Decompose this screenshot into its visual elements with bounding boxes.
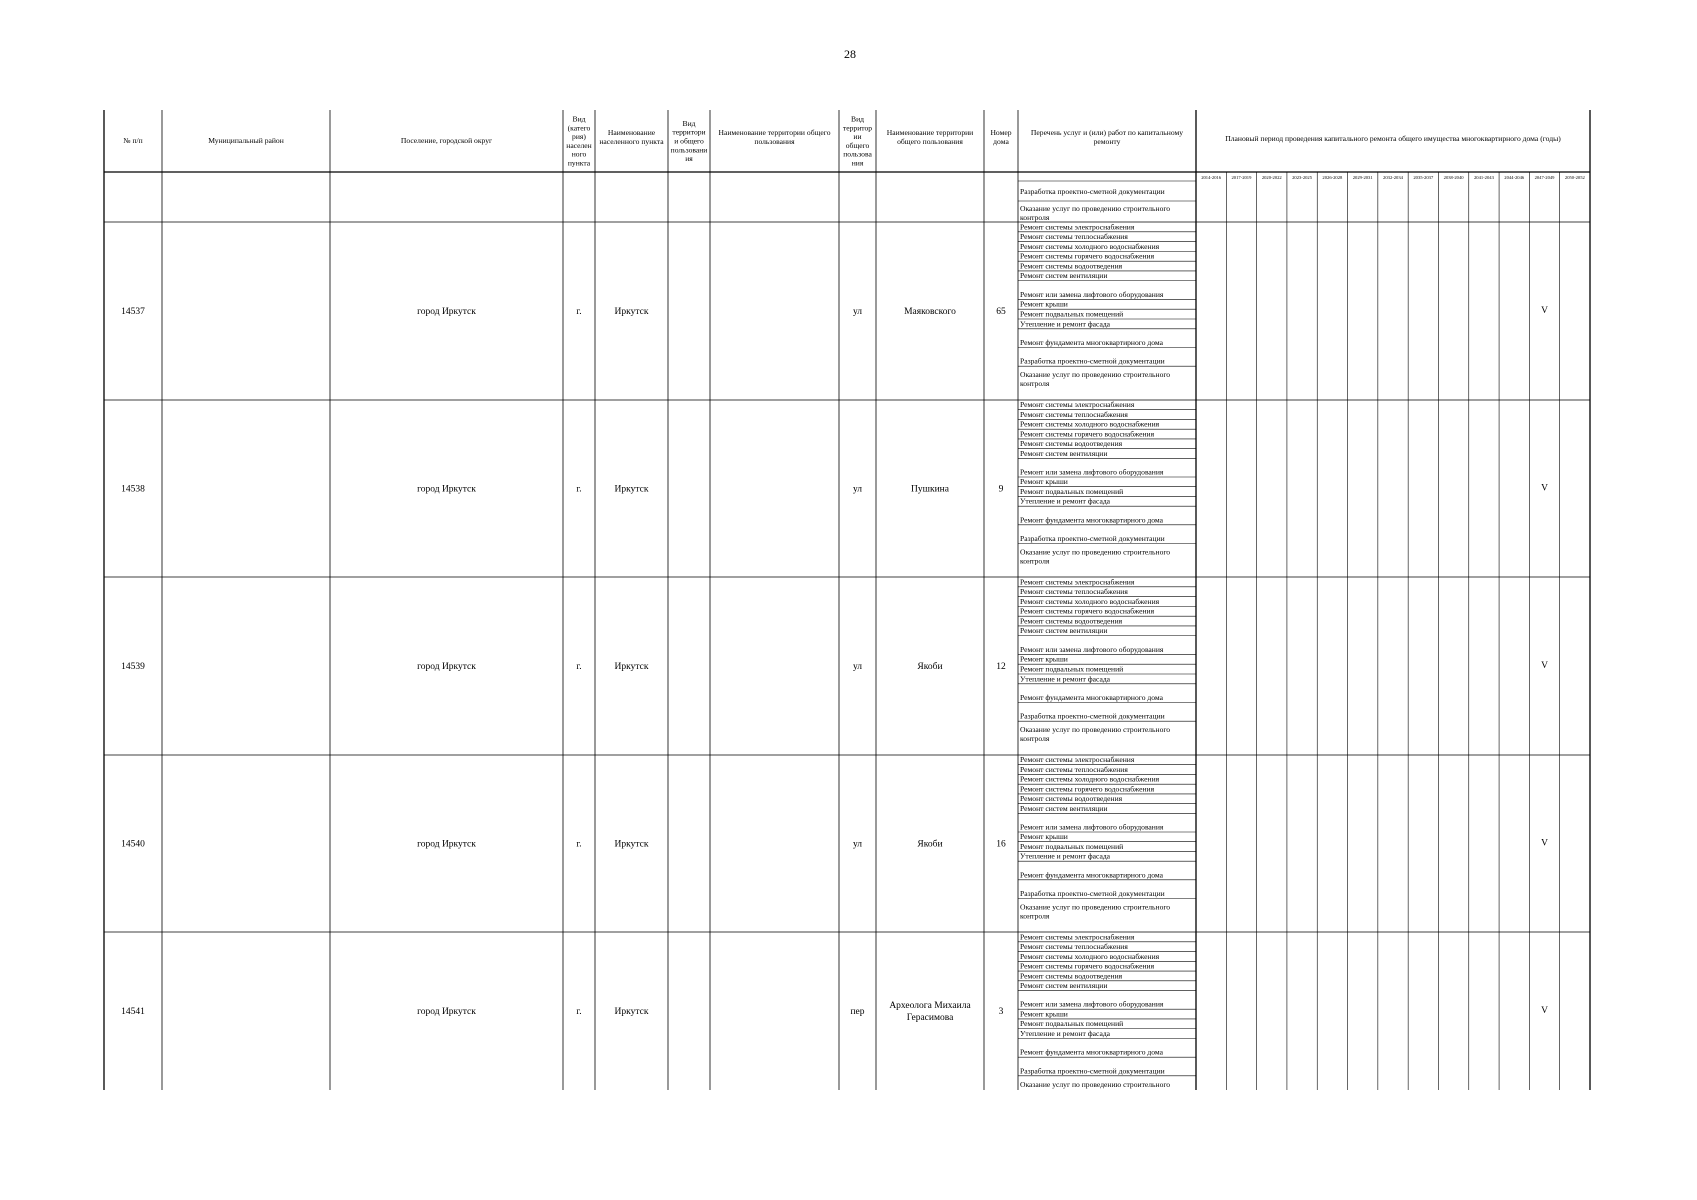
service-item: Ремонт системы водоотведения: [1020, 261, 1123, 271]
service-item: Ремонт системы горячего водоснабжения: [1020, 961, 1155, 971]
service-item: Ремонт системы холодного водоснабжения: [1020, 596, 1160, 606]
service-item: контроля: [1020, 213, 1050, 222]
service-item: Ремонт системы теплоснабжения: [1020, 232, 1128, 242]
service-item: Ремонт системы теплоснабжения: [1020, 764, 1128, 774]
header-period: Плановый период проведения капитального ремонта общего имущества многоквартирного дома (годы): [1225, 134, 1561, 143]
service-item: Ремонт системы водоотведения: [1020, 971, 1123, 981]
row-area-type: ул: [852, 307, 863, 317]
service-item: Ремонт крыши: [1020, 477, 1068, 487]
service-item: Разработка проектно-сметной документации: [1020, 533, 1165, 543]
service-item: Ремонт подвальных помещений: [1020, 1019, 1124, 1029]
service-item: Оказание услуг по проведению строительного: [1020, 1079, 1171, 1089]
header-locality-type: рия): [572, 132, 586, 142]
header-locality-type: пункта: [567, 158, 591, 168]
service-item: Ремонт системы электроснабжения: [1020, 400, 1135, 410]
service-item: Ремонт системы теплоснабжения: [1020, 587, 1128, 597]
service-item: Ремонт подвальных помещений: [1020, 486, 1124, 496]
row-house: 9: [998, 484, 1004, 495]
header-services: Перечень услуг и (или) работ по капитальному: [1030, 128, 1184, 138]
service-item: Утепление и ремонт фасада: [1020, 674, 1111, 684]
service-item: Ремонт подвальных помещений: [1020, 841, 1124, 851]
service-item: Ремонт системы электроснабжения: [1020, 755, 1135, 765]
header-locality-name: Наименование: [607, 128, 656, 138]
row-number: 14539: [121, 662, 145, 672]
schedule-mark: V: [1541, 838, 1548, 849]
service-item: Ремонт системы теплоснабжения: [1020, 942, 1128, 952]
year-label: 2032-2034: [1383, 175, 1403, 180]
service-item: Оказание услуг по проведению строительного: [1020, 902, 1171, 912]
row-number: 14537: [121, 307, 145, 317]
row-area-name: Маяковского: [904, 307, 956, 317]
service-item: Ремонт системы электроснабжения: [1020, 577, 1135, 587]
row-locality-type: г.: [576, 307, 582, 317]
header-area-type-2: Вид: [851, 114, 864, 124]
row-locality: Иркутск: [614, 1007, 649, 1017]
header-area-type: территори: [672, 127, 706, 137]
service-item: Ремонт крыши: [1020, 654, 1068, 664]
header-house: дома: [993, 136, 1009, 146]
capital-repair-table: [104, 110, 1590, 1090]
service-item: Ремонт системы холодного водоснабжения: [1020, 419, 1160, 429]
service-item: Ремонт системы водоотведения: [1020, 794, 1123, 804]
header-locality-type: населен: [566, 140, 592, 150]
service-item: Разработка проектно-сметной документации: [1020, 187, 1165, 196]
row-locality: Иркутск: [614, 307, 649, 317]
row-house: 3: [998, 1007, 1004, 1017]
row-locality: Иркутск: [614, 839, 649, 850]
service-item: Ремонт подвальных помещений: [1020, 309, 1124, 319]
service-item: Оказание услуг по проведению строительного: [1020, 725, 1171, 735]
year-label: 2047-2049: [1534, 175, 1555, 180]
schedule-mark: V: [1541, 661, 1548, 671]
service-item: контроля: [1020, 556, 1050, 566]
row-locality-type: г.: [576, 662, 582, 672]
year-label: 2035-2037: [1413, 175, 1434, 180]
service-item: Разработка проектно-сметной документации: [1020, 888, 1165, 898]
row-settlement: город Иркутск: [417, 1007, 476, 1017]
row-locality-type: г.: [576, 839, 582, 850]
service-item: Ремонт системы горячего водоснабжения: [1020, 606, 1155, 616]
service-item: Ремонт подвальных помещений: [1020, 664, 1124, 674]
row-number: 14541: [121, 1007, 145, 1017]
header-area-type-2: территор: [842, 123, 873, 133]
year-label: 2026-2028: [1322, 175, 1343, 180]
row-locality: Иркутск: [614, 662, 649, 672]
row-settlement: город Иркутск: [417, 662, 476, 672]
row-settlement: город Иркутск: [417, 307, 476, 317]
service-item: Ремонт системы водоотведения: [1020, 439, 1123, 449]
row-area-type: ул: [852, 662, 863, 672]
service-item: Ремонт систем вентиляции: [1020, 271, 1108, 281]
service-item: контроля: [1020, 734, 1050, 744]
year-label: 2017-2019: [1231, 175, 1252, 180]
service-item: Ремонт крыши: [1020, 832, 1068, 842]
year-label: 2020-2022: [1261, 175, 1282, 180]
row-locality-type: г.: [576, 484, 582, 495]
header-locality-name: населенного пункта: [599, 136, 664, 146]
service-item: Ремонт системы горячего водоснабжения: [1020, 429, 1155, 439]
service-item: Ремонт крыши: [1020, 1009, 1068, 1019]
header-area-type-2: пользова: [843, 149, 872, 159]
year-label: 2023-2025: [1292, 175, 1313, 180]
row-number: 14540: [121, 839, 145, 850]
service-item: Ремонт фундамента многоквартирного дома: [1020, 515, 1164, 525]
service-item: Разработка проектно-сметной документации: [1020, 356, 1165, 366]
header-area-type: и общего: [674, 136, 704, 146]
service-item: Оказание услуг по проведению строительного: [1020, 547, 1171, 557]
header-area-name-2: Наименование территории: [886, 128, 974, 138]
row-area-type: ул: [852, 484, 863, 495]
row-house: 12: [996, 662, 1006, 672]
header-house: Номер: [990, 128, 1012, 138]
service-item: Ремонт системы теплоснабжения: [1020, 409, 1128, 419]
schedule-mark: V: [1541, 306, 1548, 316]
service-item: Ремонт системы горячего водоснабжения: [1020, 784, 1155, 794]
schedule-mark: V: [1541, 483, 1548, 494]
header-area-type-2: общего: [845, 140, 870, 150]
header-area-type-2: ии: [853, 132, 862, 142]
page-number: 28: [844, 47, 856, 61]
service-item: Ремонт системы холодного водоснабжения: [1020, 241, 1160, 251]
service-item: Утепление и ремонт фасада: [1020, 496, 1111, 506]
header-settlement: Поселение, городской округ: [400, 136, 493, 145]
row-area-type: пер: [850, 1007, 865, 1017]
service-item: Ремонт системы водоотведения: [1020, 616, 1123, 626]
row-settlement: город Иркутск: [417, 484, 476, 495]
service-item: Ремонт систем вентиляции: [1020, 981, 1108, 991]
service-item: Оказание услуг по проведению строительного: [1020, 370, 1171, 380]
service-item: Ремонт фундамента многоквартирного дома: [1020, 1047, 1164, 1057]
header-locality-type: (катего: [567, 123, 591, 133]
service-item: Ремонт системы горячего водоснабжения: [1020, 251, 1155, 261]
service-item: контроля: [1020, 911, 1050, 921]
header-area-type: Вид: [682, 118, 696, 128]
row-settlement: город Иркутск: [417, 839, 476, 850]
row-area-type: ул: [852, 839, 863, 850]
year-label: 2050-2052: [1564, 175, 1585, 180]
row-house: 65: [996, 307, 1006, 317]
row-area-name: Археолога Михаила: [889, 1001, 971, 1011]
header-area-type-2: ния: [851, 158, 864, 168]
service-item: Оказание услуг по проведению строительного: [1020, 204, 1171, 213]
year-label: 2038-2040: [1443, 175, 1464, 180]
service-item: Утепление и ремонт фасада: [1020, 1029, 1111, 1038]
header-area-name: Наименование территории общего: [718, 128, 831, 138]
row-area-name: Якоби: [917, 662, 943, 672]
service-item: Ремонт системы электроснабжения: [1020, 932, 1135, 942]
service-item: Ремонт системы холодного водоснабжения: [1020, 774, 1160, 784]
service-item: Ремонт фундамента многоквартирного дома: [1020, 870, 1164, 880]
row-area-name: Якоби: [917, 839, 943, 850]
year-label: 2044-2046: [1504, 175, 1525, 180]
header-num: № п/п: [123, 136, 143, 145]
year-label: 2029-2031: [1352, 175, 1373, 180]
service-item: Разработка проектно-сметной документации: [1020, 1066, 1165, 1076]
header-locality-type: ного: [571, 149, 587, 159]
service-item: контроля: [1020, 379, 1050, 389]
service-item: Ремонт или замена лифтового оборудования: [1020, 289, 1164, 299]
year-label: 2014-2016: [1201, 175, 1222, 180]
header-area-type: ия: [685, 154, 693, 164]
service-item: Ремонт системы холодного водоснабжения: [1020, 951, 1160, 961]
row-locality-type: г.: [576, 1007, 582, 1017]
service-item: Ремонт или замена лифтового оборудования: [1020, 999, 1164, 1009]
service-item: Ремонт систем вентиляции: [1020, 448, 1108, 458]
row-area-name: Пушкина: [911, 484, 949, 495]
header-services: ремонту: [1093, 136, 1121, 146]
service-item: Ремонт или замена лифтового оборудования: [1020, 644, 1164, 654]
service-item: Ремонт систем вентиляции: [1020, 626, 1108, 636]
header-locality-type: Вид: [572, 114, 586, 124]
schedule-mark: V: [1541, 1006, 1548, 1016]
row-area-name: Герасимова: [906, 1013, 954, 1023]
header-area-name-2: общего пользования: [897, 136, 963, 146]
service-item: Разработка проектно-сметной документации: [1020, 711, 1165, 721]
header-district: Муниципальный район: [208, 136, 284, 145]
service-item: Утепление и ремонт фасада: [1020, 319, 1111, 329]
service-item: Ремонт или замена лифтового оборудования: [1020, 822, 1164, 832]
service-item: Ремонт фундамента многоквартирного дома: [1020, 337, 1164, 347]
service-item: Ремонт или замена лифтового оборудования: [1020, 467, 1164, 477]
row-number: 14538: [121, 484, 145, 495]
service-item: Ремонт фундамента многоквартирного дома: [1020, 692, 1164, 702]
service-item: Ремонт систем вентиляции: [1020, 803, 1108, 813]
row-house: 16: [996, 839, 1006, 850]
header-area-name: пользования: [754, 136, 795, 146]
year-label: 2041-2043: [1473, 175, 1494, 180]
service-item: Ремонт системы электроснабжения: [1020, 222, 1135, 232]
service-item: Утепление и ремонт фасада: [1020, 851, 1111, 861]
header-area-type: пользовани: [670, 145, 708, 155]
service-item: Ремонт крыши: [1020, 299, 1068, 309]
row-locality: Иркутск: [614, 484, 649, 495]
